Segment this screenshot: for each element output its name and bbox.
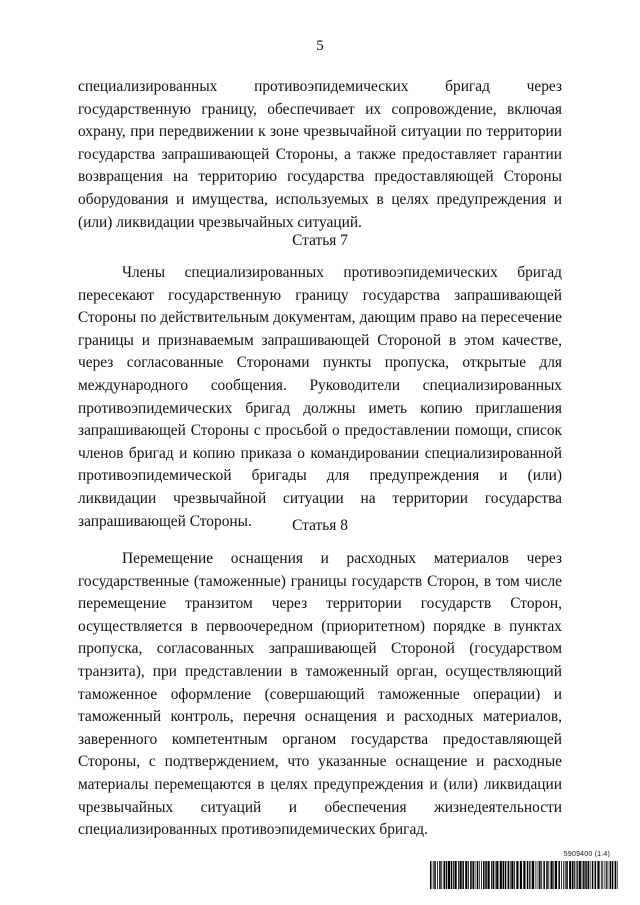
article-8-paragraph: Перемещение оснащения и расходных материалов через государственные (таможенные) границы государств Сторон, в том числе перемещение транзитом через территории государств Сторон, осуществляется в первоочередном (приоритетном) порядке в пунктах пропуска, согласованных запрашивающей Стороной (государством транзита), при представлении в таможенный орган, осуществляющий таможенное оформление (совершающий таможенные операции) и таможенный контроль, перечня оснащения и расходных материалов, заверенного компетентным органом государства предоставляющей Стороны, с подтверждением, что указанные оснащение и расходные материалы перемещаются в целях предупреждения и (или) ликвидации чрезвычайных ситуаций и обеспечения жизнедеятельности специализированных противоэпидемических бригад. bbox=[78, 550, 562, 839]
article-8-heading: Статья 8 bbox=[292, 517, 348, 534]
article-7-paragraph: Члены специализированных противоэпидемических бригад пересекают государственную границу государства запрашивающей Стороны по действительным документам, дающим право на пересечение границы и признаваемым запрашивающей Стороной в этом качестве, через согласованные Сторонами пункты пропуска, открытые для международного сообщения. Руководители специализированных противоэпидемических бригад должны иметь копию приглашения запрашивающей Стороны с просьбой о предоставлении помощи, список членов бригад и копию приказа о командировании специализированной противоэпидемической бригады для предупреждения и (или) ликвидации чрезвычайной ситуации на территории государства запрашивающей Стороны. bbox=[78, 264, 562, 530]
page-number: 5 bbox=[316, 38, 324, 54]
paragraph-continuation: специализированных противоэпидемических бригад через государственную границу, обеспечивает их сопровождение, включая охрану, при передвижении к зоне чрезвычайной ситуации по территории государства запрашивающей Стороны, а также предоставляет гарантии возвращения на территорию государства предоставляющей Стороны оборудования и имущества, используемых в целях предупреждения и (или) ликвидации чрезвычайных ситуаций. bbox=[78, 78, 562, 231]
document-barcode bbox=[430, 851, 618, 891]
barcode-image bbox=[430, 861, 618, 889]
article-7-heading: Статья 7 bbox=[292, 232, 348, 249]
barcode-caption: 5909400 (1.4) bbox=[563, 851, 610, 858]
